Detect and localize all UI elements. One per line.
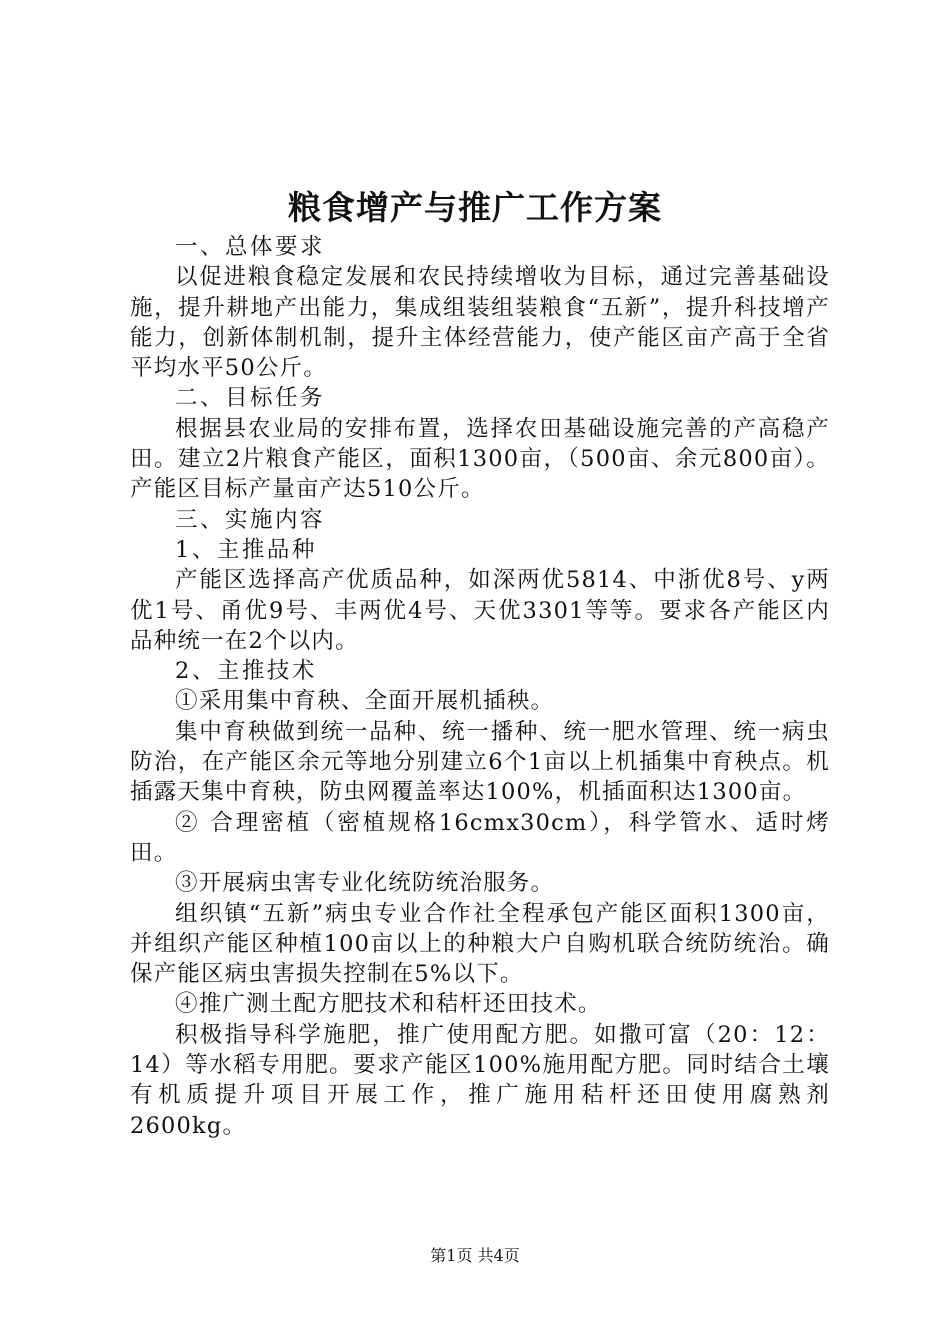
item-pest-control: ③开展病虫害专业化统防统治服务。 <box>175 870 555 897</box>
item-soil-testing-fertilizer: ④推广测土配方肥技术和秸杆还田技术。 <box>175 991 602 1018</box>
paragraph-soil-testing-fertilizer: 积极指导科学施肥，推广使用配方肥。如撒可富（20：12：14）等水稻专用肥。要求产能区100%施用配方肥。同时结合土壤有机质提升项目开展工作，推广施用秸杆还田使用腐熟剂2600kg。 <box>130 1021 830 1139</box>
subheading-main-technologies: 2、主推技术 <box>175 658 317 685</box>
page-footer: 第1页 共4页 <box>430 1246 520 1265</box>
item-dense-planting: ② 合理密植（密植规格16cmx30cm），科学管水、适时烤田。 <box>130 809 830 866</box>
section-heading-general-requirements: 一、总体要求 <box>175 234 326 260</box>
section-heading-implementation: 三、实施内容 <box>175 506 326 533</box>
paragraph-main-varieties: 产能区选择高产优质品种，如深两优5814、中浙优8号、y两优1号、甬优9号、丰两优4号、天优3301等等。要求各产能区内品种统一在2个以内。 <box>130 567 830 654</box>
subheading-main-varieties: 1、主推品种 <box>175 536 317 563</box>
document-body <box>130 232 830 1141</box>
document-title: 粮食增产与推广工作方案 <box>288 188 662 227</box>
paragraph-centralized-seedling: 集中育秧做到统一品种、统一播种、统一肥水管理、统一病虫防治，在产能区余元等地分别建立6个1亩以上机插集中育秧点。机插露天集中育秧，防虫网覆盖率达100%，机插面积达1300亩。 <box>130 718 830 806</box>
item-centralized-seedling: ①采用集中育秧、全面开展机插秧。 <box>175 688 555 715</box>
paragraph-targets: 根据县农业局的安排布置，选择农田基础设施完善的产高稳产田。建立2片粮食产能区，面积1300亩，（500亩、余元800亩）。产能区目标产量亩产达510公斤。 <box>130 415 830 503</box>
paragraph-pest-control: 组织镇“五新”病虫专业合作社全程承包产能区面积1300亩，并组织产能区种植100亩以上的种粮大户自购机联合统防统治。确保产能区病虫害损失控制在5%以下。 <box>130 900 830 988</box>
paragraph-general-requirements: 以促进粮食稳定发展和农民持续增收为目标，通过完善基础设施，提升耕地产出能力，集成组装组装粮食“五新”，提升科技增产能力，创新体制机制，提升主体经营能力，使产能区亩产高于全省平均水平50公斤。 <box>130 264 830 382</box>
section-heading-targets: 二、目标任务 <box>175 385 326 412</box>
